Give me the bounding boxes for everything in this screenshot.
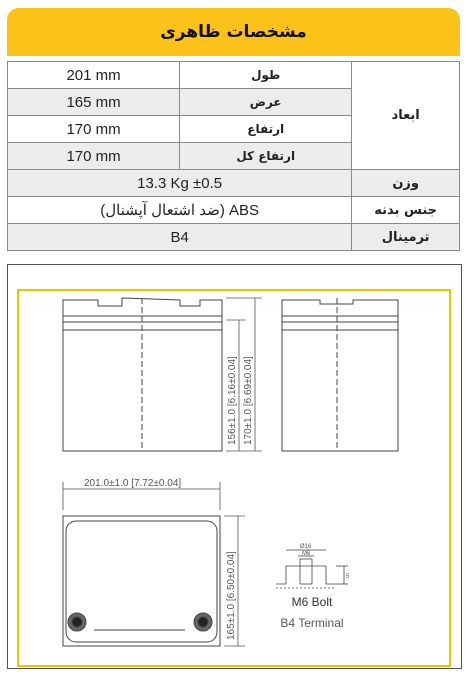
total-height-label: ارتفاع کل	[180, 143, 352, 170]
length-value: 201 mm	[8, 62, 180, 89]
weight-label: وزن	[352, 170, 460, 197]
bolt-label: M6 Bolt	[291, 595, 333, 609]
spec-title: مشخصات ظاهری	[160, 22, 307, 42]
body-material-value: ABS (ضد اشتعال آپشنال)	[8, 197, 352, 224]
front-view	[63, 298, 222, 451]
top-view	[63, 516, 220, 646]
side-view	[282, 298, 398, 451]
width-label: عرض	[180, 89, 352, 116]
total-height-value: 170 mm	[8, 143, 180, 170]
height-value: 170 mm	[8, 116, 180, 143]
length-label: طول	[180, 62, 352, 89]
terminal-detail	[276, 550, 348, 588]
terminal-bolt-size: M6	[302, 551, 311, 557]
top-dimension-lines	[63, 482, 245, 646]
dim-height-side: 156±1.0 [6.16±0.04]	[227, 356, 238, 445]
dim-width: 165±1.0 [6.50±0.04]	[226, 551, 237, 640]
terminal-height: 5	[346, 574, 350, 580]
terminal-value: B4	[8, 224, 352, 251]
terminal-label: ترمینال	[352, 224, 460, 251]
body-material-label: جنس بدنه	[352, 197, 460, 224]
width-value: 165 mm	[8, 89, 180, 116]
dim-length: 201.0±1.0 [7.72±0.04]	[84, 478, 182, 489]
terminal-diameter: Ø16	[300, 544, 312, 550]
terminal-type-label: B4 Terminal	[280, 616, 344, 630]
height-label: ارتفاع	[180, 116, 352, 143]
dim-total-height: 170±1.0 [6.69±0.04]	[243, 356, 254, 445]
weight-value: 13.3 Kg ±0.5	[8, 170, 352, 197]
dimensions-label: ابعاد	[352, 62, 460, 170]
